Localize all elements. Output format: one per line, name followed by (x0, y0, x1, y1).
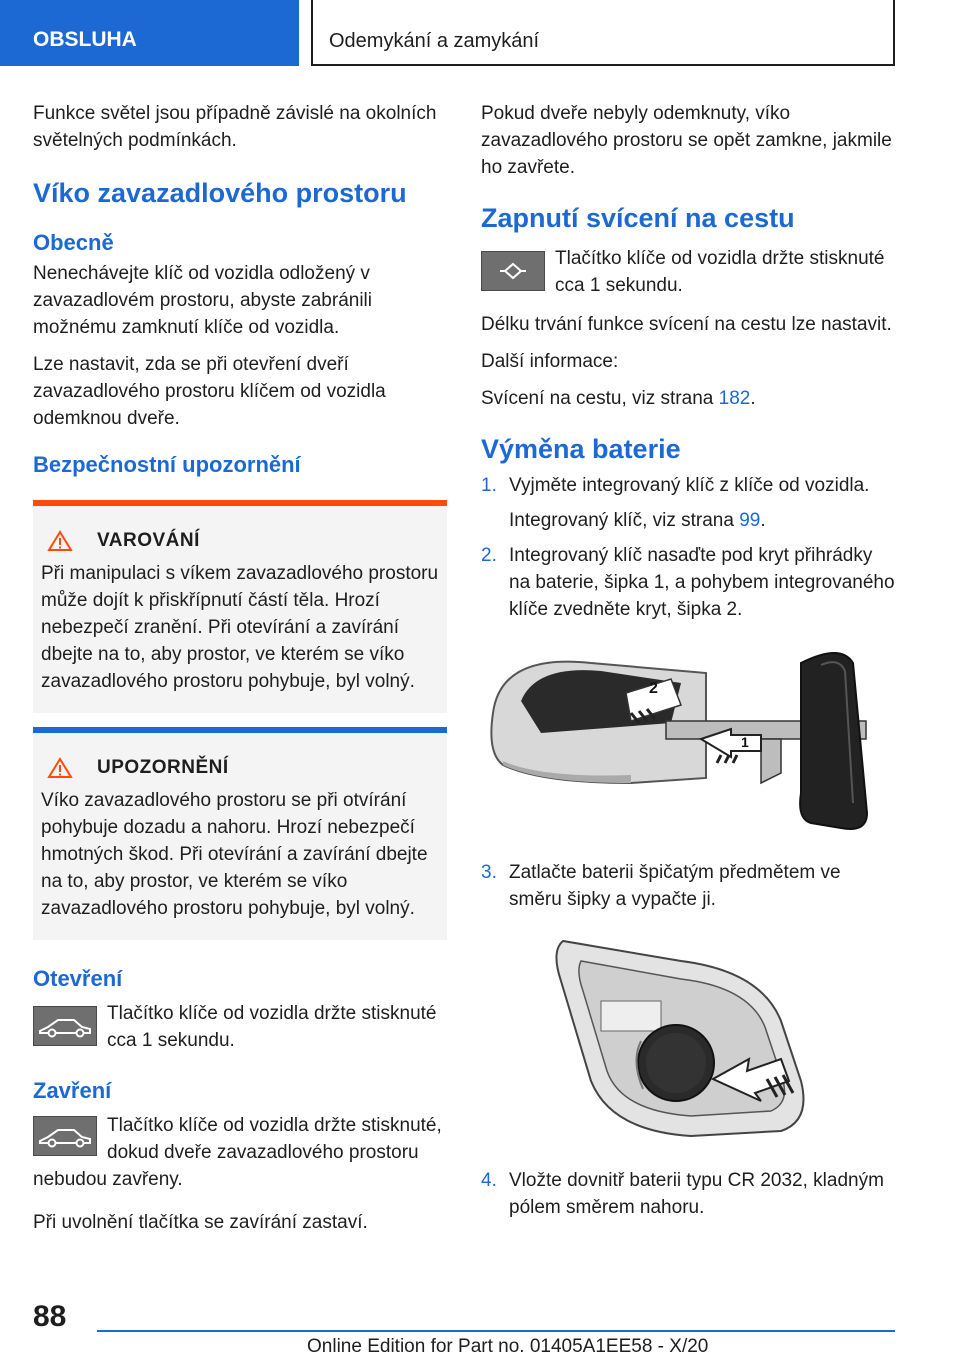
notice-title: UPOZORNĚNÍ (97, 757, 229, 778)
left-column (33, 100, 449, 1246)
open-text: Tlačítko klíče od vozidla držte stisknuté cca 1 sekundu. (107, 1003, 437, 1051)
right-column (481, 100, 897, 1229)
heading-safety: Bezpečnostní upozornění (33, 452, 301, 477)
general-paragraph-2: Lze nastavit, zda se při otevření dveří zavazadlového prostoru klíčem od vozidla odemknou dveře. (33, 354, 386, 429)
page-title: Odemykání a zamykání (311, 0, 895, 66)
footer-divider (97, 1330, 895, 1332)
footer-edition: Online Edition for Part no. 01405A1EE58 - X/20 (307, 1336, 709, 1357)
warning-box (33, 500, 447, 713)
heading-close: Zavření (33, 1078, 112, 1103)
heading-lighting: Zapnutí svícení na cestu (481, 203, 795, 233)
notice-triangle-icon (47, 757, 73, 779)
step-number: 4. (481, 1170, 497, 1191)
unlock-key-button-icon (481, 251, 545, 291)
battery-steps-cont (481, 859, 897, 913)
lighting-reference: Svícení na cestu, viz strana 182. (481, 388, 756, 409)
warning-title: VAROVÁNÍ (97, 530, 200, 551)
car-trunk-close-icon (33, 1116, 97, 1156)
lighting-ref-text: Svícení na cestu, viz strana (481, 388, 719, 409)
close-release-text: Při uvolnění tlačítka se zavírání zastaví. (33, 1212, 368, 1233)
lighting-text: Tlačítko klíče od vozidla držte stisknuté cca 1 sekundu. (555, 248, 885, 296)
section-tab: OBSLUHA (0, 0, 299, 66)
heading-open: Otevření (33, 966, 123, 991)
page-header (0, 0, 960, 66)
heading-general: Obecně (33, 230, 114, 255)
more-info: Další informace: (481, 351, 619, 372)
right-intro: Pokud dveře nebyly odemknuty, víko zavazadlového prostoru se opět zamkne, jakmile ho zavřete. (481, 103, 892, 178)
general-paragraph-1: Nenechávejte klíč od vozidla odložený v zavazadlovém prostoru, abyste zabránili možnému zamknutí klíče od vozidla. (33, 263, 373, 338)
step1-ref-page-link[interactable]: 99 (739, 510, 761, 531)
step-text: Vložte dovnitř baterii typu CR 2032, kladným pólem směrem nahoru. (509, 1170, 884, 1218)
step-text: Integrovaný klíč nasaďte pod kryt přihrádky na baterie, šipka 1, a pohybem integrovaného klíče zvedněte kryt, šipka 2. (509, 545, 895, 620)
close-key-row (33, 1112, 449, 1193)
step-1 (481, 472, 897, 499)
warning-triangle-icon (47, 530, 73, 552)
key-insert-illustration (481, 643, 897, 843)
battery-steps-end (481, 1167, 897, 1221)
step-number: 1. (481, 475, 497, 496)
close-text: Tlačítko klíče od vozidla držte stisknuté, dokud dveře zavazadlového prostoru nebudou zavřeny. (33, 1115, 442, 1190)
open-key-row (33, 1000, 449, 1060)
heading-trunk-lid: Víko zavazadlového prostoru (33, 178, 407, 208)
battery-steps (481, 472, 897, 623)
step-4 (481, 1167, 897, 1221)
page-number: 88 (33, 1300, 67, 1333)
notice-box (33, 727, 447, 940)
step1-ref-text: Integrovaný klíč, viz strana (509, 510, 740, 531)
step-text: Vyjměte integrovaný klíč z klíče od vozidla. (509, 475, 870, 496)
step-1-reference: Integrovaný klíč, viz strana 99. (509, 510, 766, 531)
step-number: 3. (481, 862, 497, 883)
arrow-label-1: 1 (741, 734, 749, 750)
step-text: Zatlačte baterii špičatým předmětem ve směru šipky a vypačte ji. (509, 862, 841, 910)
notice-text: Víko zavazadlového prostoru se při otvírání pohybuje dozadu a nahoru. Hrozí nebezpečí hmotných škod. Při otevírání a zavírání dbejte na to, aby prostor, ve kterém se víko zavazadlového prostoru pohybuje, byl volný. (41, 790, 428, 919)
intro-paragraph: Funkce světel jsou případně závislé na okolních světelných podmínkách. (33, 103, 437, 151)
step-number: 2. (481, 545, 497, 566)
step-2 (481, 542, 897, 623)
step-3 (481, 859, 897, 913)
lighting-duration: Délku trvání funkce svícení na cestu lze nastavit. (481, 314, 892, 335)
lighting-key-row (481, 245, 897, 305)
battery-removal-illustration (481, 931, 897, 1151)
warning-text: Při manipulaci s víkem zavazadlového prostoru může dojít k přiskřípnutí částí těla. Hrozí nebezpečí zranění. Při otevírání a zavírání dbejte na to, aby prostor, ve kterém se víko zavazadlového prostoru pohybuje, byl volný. (41, 563, 439, 692)
car-trunk-key-icon (33, 1006, 97, 1046)
arrow-label-2: 2 (649, 680, 658, 697)
lighting-ref-page-link[interactable]: 182 (718, 388, 751, 409)
heading-battery: Výměna baterie (481, 434, 681, 464)
